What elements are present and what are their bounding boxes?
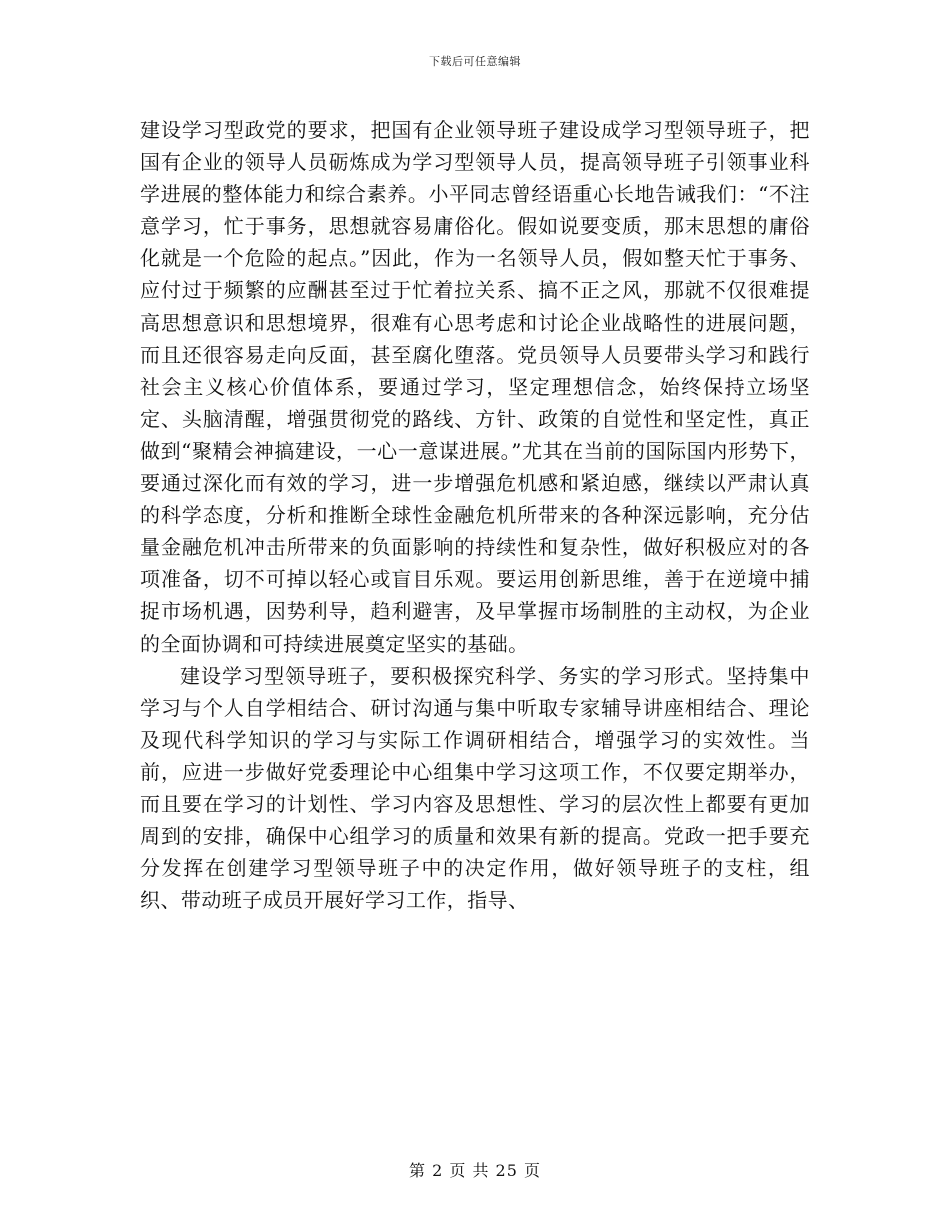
document-body bbox=[140, 114, 810, 916]
page-header: 下载后可任意编辑 bbox=[429, 55, 521, 68]
paragraph-1: 建设学习型政党的要求，把国有企业领导班子建设成学习型领导班子，把国有企业的领导人员砺炼成为学习型领导人员，提高领导班子引领事业科学进展的整体能力和综合素养。小平同志曾经语重心长地告诫我们：“不注意学习，忙于事务，思想就容易庸俗化。假如说要变质，那末思想的庸俗化就是一个危险的起点。”因此，作为一名领导人员，假如整天忙于事务、应付过于频繁的应酬甚至过于忙着拉关系、搞不正之风，那就不仅很难提高思想意识和思想境界，很难有心思考虑和讨论企业战略性的进展问题，而且还很容易走向反面，甚至腐化堕落。党员领导人员要带头学习和践行社会主义核心价值体系，要通过学习，坚定理想信念，始终保持立场坚定、头脑清醒，增强贯彻党的路线、方针、政策的自觉性和坚定性，真正做到“聚精会神搞建设，一心一意谋进展。”尤其在当前的国际国内形势下，要通过深化而有效的学习，进一步增强危机感和紧迫感，继续以严肃认真的科学态度，分析和推断全球性金融危机所带来的各种深远影响，充分估量金融危机冲击所带来的负面影响的持续性和复杂性，做好积极应对的各项准备，切不可掉以轻心或盲目乐观。要运用创新思维，善于在逆境中捕捉市场机遇，因势利导，趋利避害，及早掌握市场制胜的主动权，为企业的全面协调和可持续进展奠定坚实的基础。 bbox=[140, 118, 810, 656]
paragraph-2: 建设学习型领导班子，要积极探究科学、务实的学习形式。坚持集中学习与个人自学相结合、研讨沟通与集中听取专家辅导讲座相结合、理论及现代科学知识的学习与实际工作调研相结合，增强学习的实效性。当前，应进一步做好党委理论中心组集中学习这项工作，不仅要定期举办，而且要在学习的计划性、学习内容及思想性、学习的层次性上都要有更加周到的安排，确保中心组学习的质量和效果有新的提高。党政一把手要充分发挥在创建学习型领导班子中的决定作用，做好领导班子的支柱，组织、带动班子成员开展好学习工作，指导、 bbox=[140, 663, 810, 913]
page-footer: 第 2 页 共 25 页 bbox=[409, 1161, 541, 1180]
